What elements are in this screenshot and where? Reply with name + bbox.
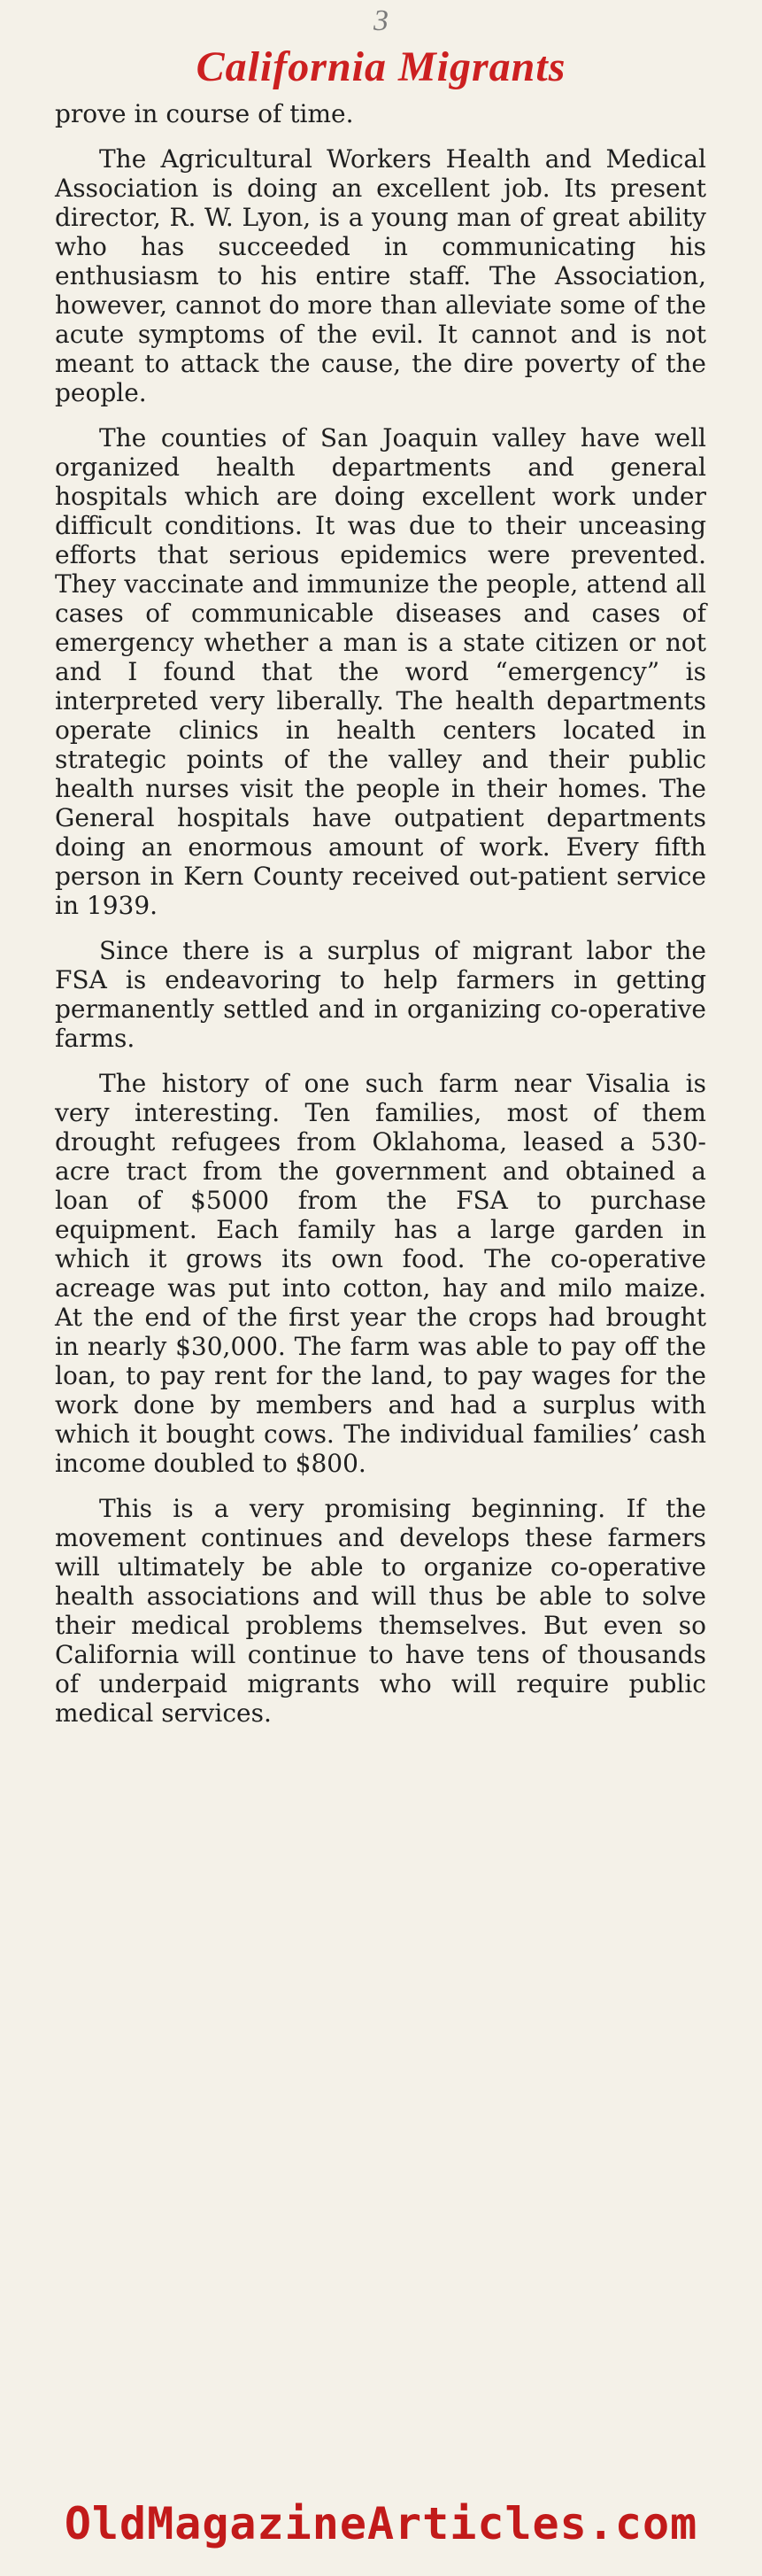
paragraph-continuation: prove in course of time. — [55, 99, 354, 128]
site-watermark: OldMagazineArticles.com — [64, 2498, 698, 2549]
paragraph-promising-beginning: This is a very promising beginning. If the movement continues and develops these farmers will ultimately be able to organize co-operative health associations and will thus be able to solve their medical problems themselves. But even so California will continue to have tens of thousands of underpaid migrants who will require public medical services. — [55, 1494, 706, 1728]
article-title: California Migrants — [196, 43, 566, 90]
paragraph-health-association: The Agricultural Workers Health and Medical Association is doing an excellent job. Its present director, R. W. Lyon, is a young man of great ability who has succeeded in communicating his enthusiasm to his entire staff. The Association, however, cannot do more than alleviate some of the acute symptoms of the evil. It cannot and is not meant to attack the cause, the dire poverty of the people. — [55, 144, 706, 407]
paragraph-county-health: The counties of San Joaquin valley have well organized health departments and general hospitals which are doing excellent work under difficult conditions. It was due to their unceasing efforts that serious epidemics were prevented. They vaccinate and immunize the people, attend all cases of communicable diseases and cases of emergency whether a man is a state citizen or not and I found that the word “emergency” is interpreted very liberally. The health departments operate clinics in health centers located in strategic points of the valley and their public health nurses visit the people in their homes. The General hospitals have outpatient departments doing an enormous amount of work. Every fifth person in Kern County received out-patient service in 1939. — [55, 423, 706, 920]
paragraph-visalia-farm: The history of one such farm near Visalia is very interesting. Ten families, most of them drought refugees from Oklahoma, leased a 530-acre tract from the government and obtained a loan of $5000 from the FSA to purchase equipment. Each family has a large garden in which it grows its own food. The co-operative acreage was put into cotton, hay and milo maize. At the end of the first year the crops had brought in nearly $30,000. The farm was able to pay off the loan, to pay rent for the land, to pay wages for the work done by members and had a surplus with which it bought cows. The individual families’ cash income doubled to $800. — [55, 1069, 706, 1478]
paragraph-fsa-surplus: Since there is a surplus of migrant labor the FSA is endeavoring to help farmers in getting permanently settled and in organizing co-operative farms. — [55, 936, 706, 1053]
article-body — [55, 99, 706, 1744]
page-number: 3 — [373, 4, 389, 37]
